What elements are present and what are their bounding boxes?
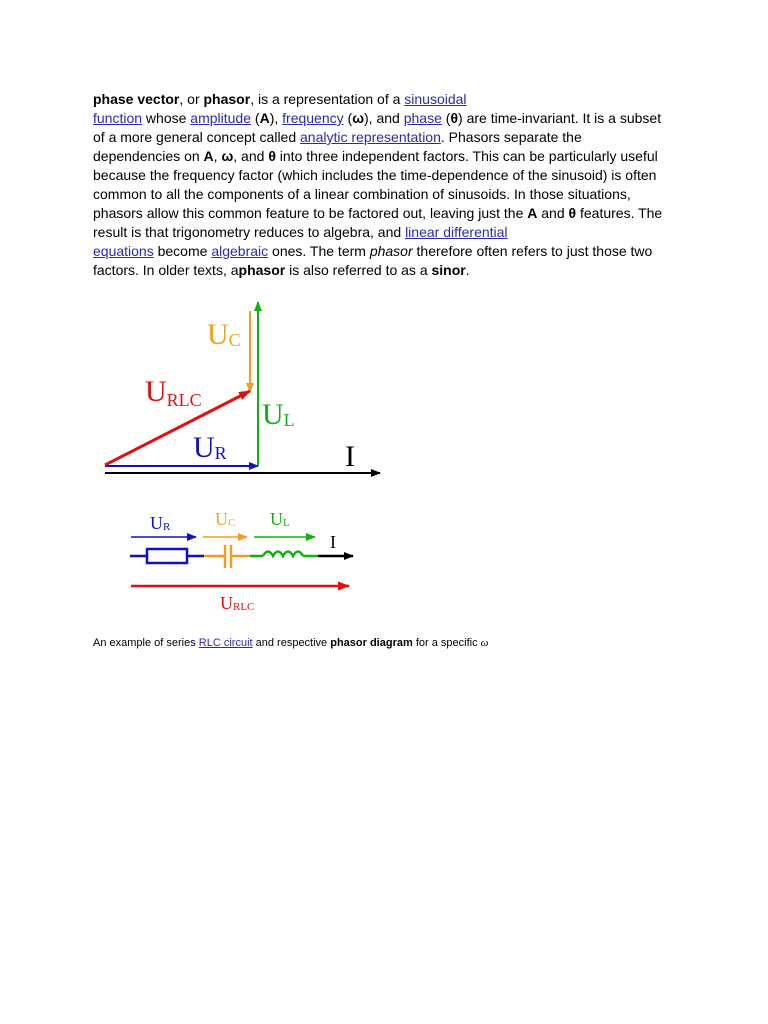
bold-term: ω bbox=[352, 110, 365, 126]
article-link[interactable]: equations bbox=[93, 243, 154, 259]
rlc-circuit-link[interactable]: RLC circuit bbox=[198, 637, 253, 649]
text-run: is also referred to as a bbox=[285, 262, 432, 278]
bold-term: sinor bbox=[431, 262, 466, 278]
text-run: ) are time-invariant. It is a subset bbox=[458, 110, 662, 126]
text-run: phasors allow this common feature to be factored out, leaving just the bbox=[93, 205, 528, 221]
text-run: , is a representation of a bbox=[250, 91, 405, 107]
text-run: result is that trigonometry reduces to algebra, and bbox=[93, 224, 406, 240]
bold-term: phase vector bbox=[93, 91, 180, 107]
circuit-i-label: I bbox=[330, 532, 336, 552]
text-run: . bbox=[465, 262, 470, 278]
bold-term: θ bbox=[268, 148, 276, 164]
bold-term: A bbox=[527, 205, 538, 221]
bold-term: A bbox=[203, 148, 214, 164]
circuit-uc-label: UC bbox=[215, 509, 236, 529]
ur-label: UR bbox=[193, 431, 227, 464]
article-link[interactable]: amplitude bbox=[190, 110, 251, 126]
bold-term: phasor bbox=[238, 262, 286, 278]
i-axis-label: I bbox=[345, 440, 355, 473]
text-run: become bbox=[153, 243, 212, 259]
circuit-ur-label: UR bbox=[150, 513, 171, 533]
caption-middle: and respective bbox=[252, 637, 331, 649]
text-run: ), bbox=[269, 110, 283, 126]
bold-term: ω bbox=[221, 148, 234, 164]
article-link[interactable]: sinusoidal bbox=[404, 91, 467, 107]
caption-suffix: for a specific bbox=[412, 637, 481, 649]
circuit-urlc-label: URLC bbox=[220, 593, 255, 613]
text-run: ( bbox=[441, 110, 451, 126]
article-link[interactable]: analytic representation bbox=[300, 129, 441, 145]
figure-caption bbox=[93, 637, 488, 649]
text-run: ), and bbox=[364, 110, 404, 126]
omega-symbol: ω bbox=[480, 637, 489, 649]
urlc-label: URLC bbox=[145, 375, 202, 410]
bold-term: θ bbox=[568, 205, 577, 221]
resistor-symbol bbox=[147, 549, 187, 563]
caption-bold: phasor diagram bbox=[330, 637, 413, 649]
text-run: , and bbox=[233, 148, 269, 164]
ul-label: UL bbox=[262, 398, 295, 431]
article-link[interactable]: linear differential bbox=[405, 224, 508, 240]
text-run: into three independent factors. This can be particularly useful bbox=[275, 148, 658, 164]
text-run: features. The bbox=[576, 205, 663, 221]
bold-term: phasor bbox=[203, 91, 251, 107]
italic-term: phasor bbox=[369, 243, 413, 259]
bold-term: A bbox=[259, 110, 270, 126]
article-link[interactable]: phase bbox=[403, 110, 442, 126]
text-run: common to all the components of a linear combination of sinusoids. In those situations, bbox=[93, 186, 631, 202]
text-run: dependencies on bbox=[93, 148, 204, 164]
caption-prefix: An example of series bbox=[93, 637, 199, 649]
text-run: and bbox=[537, 205, 569, 221]
circuit-ul-label: UL bbox=[270, 509, 290, 529]
text-run: of a more general concept called bbox=[93, 129, 301, 145]
text-run: ones. The term bbox=[268, 243, 370, 259]
text-run: . Phasors separate the bbox=[440, 129, 582, 145]
text-run: factors. In older texts, a bbox=[93, 262, 239, 278]
uc-label: UC bbox=[207, 318, 241, 351]
article-link[interactable]: function bbox=[93, 110, 143, 126]
text-run: , bbox=[213, 148, 222, 164]
text-run: therefore often refers to just those two bbox=[412, 243, 653, 259]
text-run: whose bbox=[142, 110, 191, 126]
text-run: ( bbox=[251, 110, 260, 126]
series-rlc-circuit bbox=[130, 509, 353, 613]
bold-term: θ bbox=[450, 110, 459, 126]
article-link[interactable]: algebraic bbox=[211, 243, 269, 259]
text-run: , or bbox=[179, 91, 204, 107]
article-link[interactable]: frequency bbox=[282, 110, 344, 126]
inductor-symbol bbox=[263, 552, 303, 557]
text-run: ( bbox=[343, 110, 353, 126]
text-run: because the frequency factor (which includes the time-dependence of the sinusoid) is often bbox=[93, 167, 657, 183]
